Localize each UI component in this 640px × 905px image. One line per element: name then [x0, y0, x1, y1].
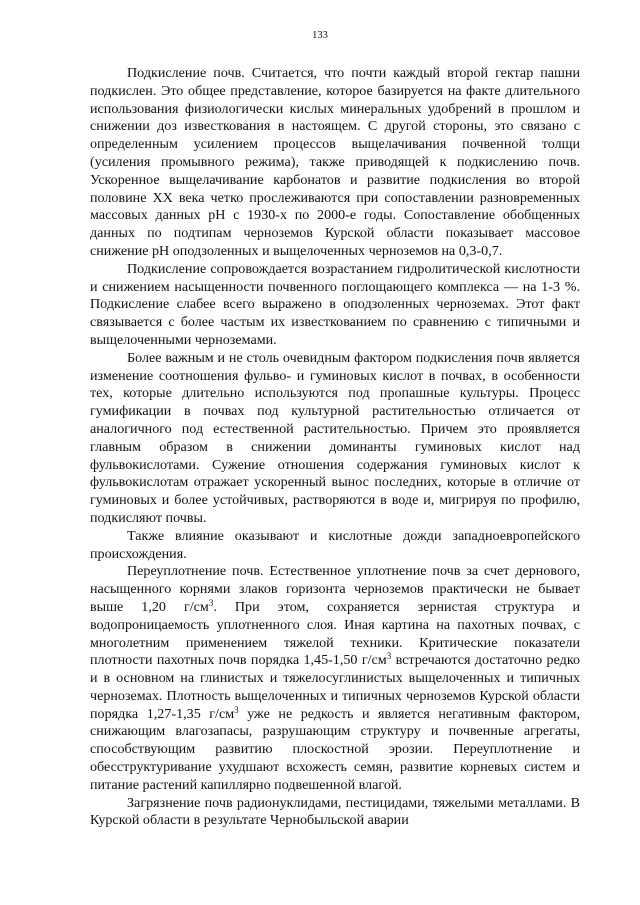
text-run: Переуплотнение почв. Естественное уплотнение почв за счет дернового, насыщенного корнями злаков горизонта черноземов практически не бывает выше 1,20 г/см — [90, 563, 580, 615]
superscript: 3 — [208, 597, 214, 608]
page-number: 133 — [312, 30, 328, 41]
paragraph-acidification: Подкисление почв. Считается, что почти каждый второй гектар пашни подкислен. Это общее представление, которое базируется на факте длительного использования физиологически кислых минеральных удобрений в прошлом и снижении доз известкования в настоящем. С другой стороны, это связано с определенным усилением процессов выщелачивания почвенной толщи (усиления промывного режима), также приводящей к подкислению почв. Ускоренное выщелачивание карбонатов и развитие подкисления во второй половине XX века четко прослеживаются при сопоставлении разновременных массовых данных pH с 1930-х по 2000-е годы. Сопоставление обобщенных данных по подтипам черноземов Курской области показывает массовое снижение pH оподзоленных и выщелоченных черноземов на 0,3-0,7. — [90, 65, 580, 259]
superscript: 3 — [234, 704, 239, 715]
paragraph-contamination: Загрязнение почв радионуклидами, пестицидами, тяжелыми металлами. В Курской области в результате Чернобыльской аварии — [90, 794, 580, 829]
paragraph-acid-rain: Также влияние оказывают и кислотные дожди западноевропейского происхождения. — [90, 527, 580, 562]
paragraph-humic-acids: Более важным и не столь очевидным фактором подкисления почв является изменение соотношения фульво- и гуминовых кислот в почвах, в особенности тех, которые длительно используются под пропашные культуры. Процесс гумификации в почвах под культурной растительностью отличается от аналогичного под естественной растительностью. Причем это проявляется главным образом в снижении доминанты гуминовых кислот над фульвокислотами. Сужение отношения содержания гуминовых кислот к фульвокислотам отражает ускоренный вынос последних, которые в отличие от гуминовых и более устойчивых, растворяются в воде и, мигрируя по профилю, подкисляют почвы. — [90, 349, 580, 526]
text-run: уже не редкость и является негативным фактором, снижающим влагозапасы, разрушающим структуру и почвенные агрегаты, способствующим развитию плоскостной эрозии. Переуплотнение и обесструктуривание ухудшают всхожесть семян, развитие корневых систем и питание растений капиллярно подвешенной влагой. — [90, 705, 580, 793]
superscript: 3 — [386, 651, 392, 662]
paragraph-overcompaction — [90, 563, 580, 794]
text-run: встречаются достаточно редко и в основном на глинистых и тяжелосуглинистых выщелоченных и типичных черноземах. Плотность выщелоченных и типичных черноземов Курской области порядка 1,27-1,35 г/см — [90, 652, 581, 722]
paragraph-hydrolytic-acidity: Подкисление сопровождается возрастанием гидролитической кислотности и снижением насыщенности почвенного поглощающего комплекса — на 1-3 %. Подкисление слабее всего выражено в оподзоленных черноземах. Этот факт связывается с более частым их известкованием по сравнению с типичными и выщелоченными черноземами. — [90, 260, 580, 348]
page-body — [90, 65, 580, 830]
text-run: . При этом, сохраняется зернистая структура и водопроницаемость уплотненного слоя. Иная картина на пахотных почвах, с многолетним применением тяжелой техники. Критические показатели плотности пахотных почв порядка 1,45-1,50 г/см — [90, 598, 580, 669]
